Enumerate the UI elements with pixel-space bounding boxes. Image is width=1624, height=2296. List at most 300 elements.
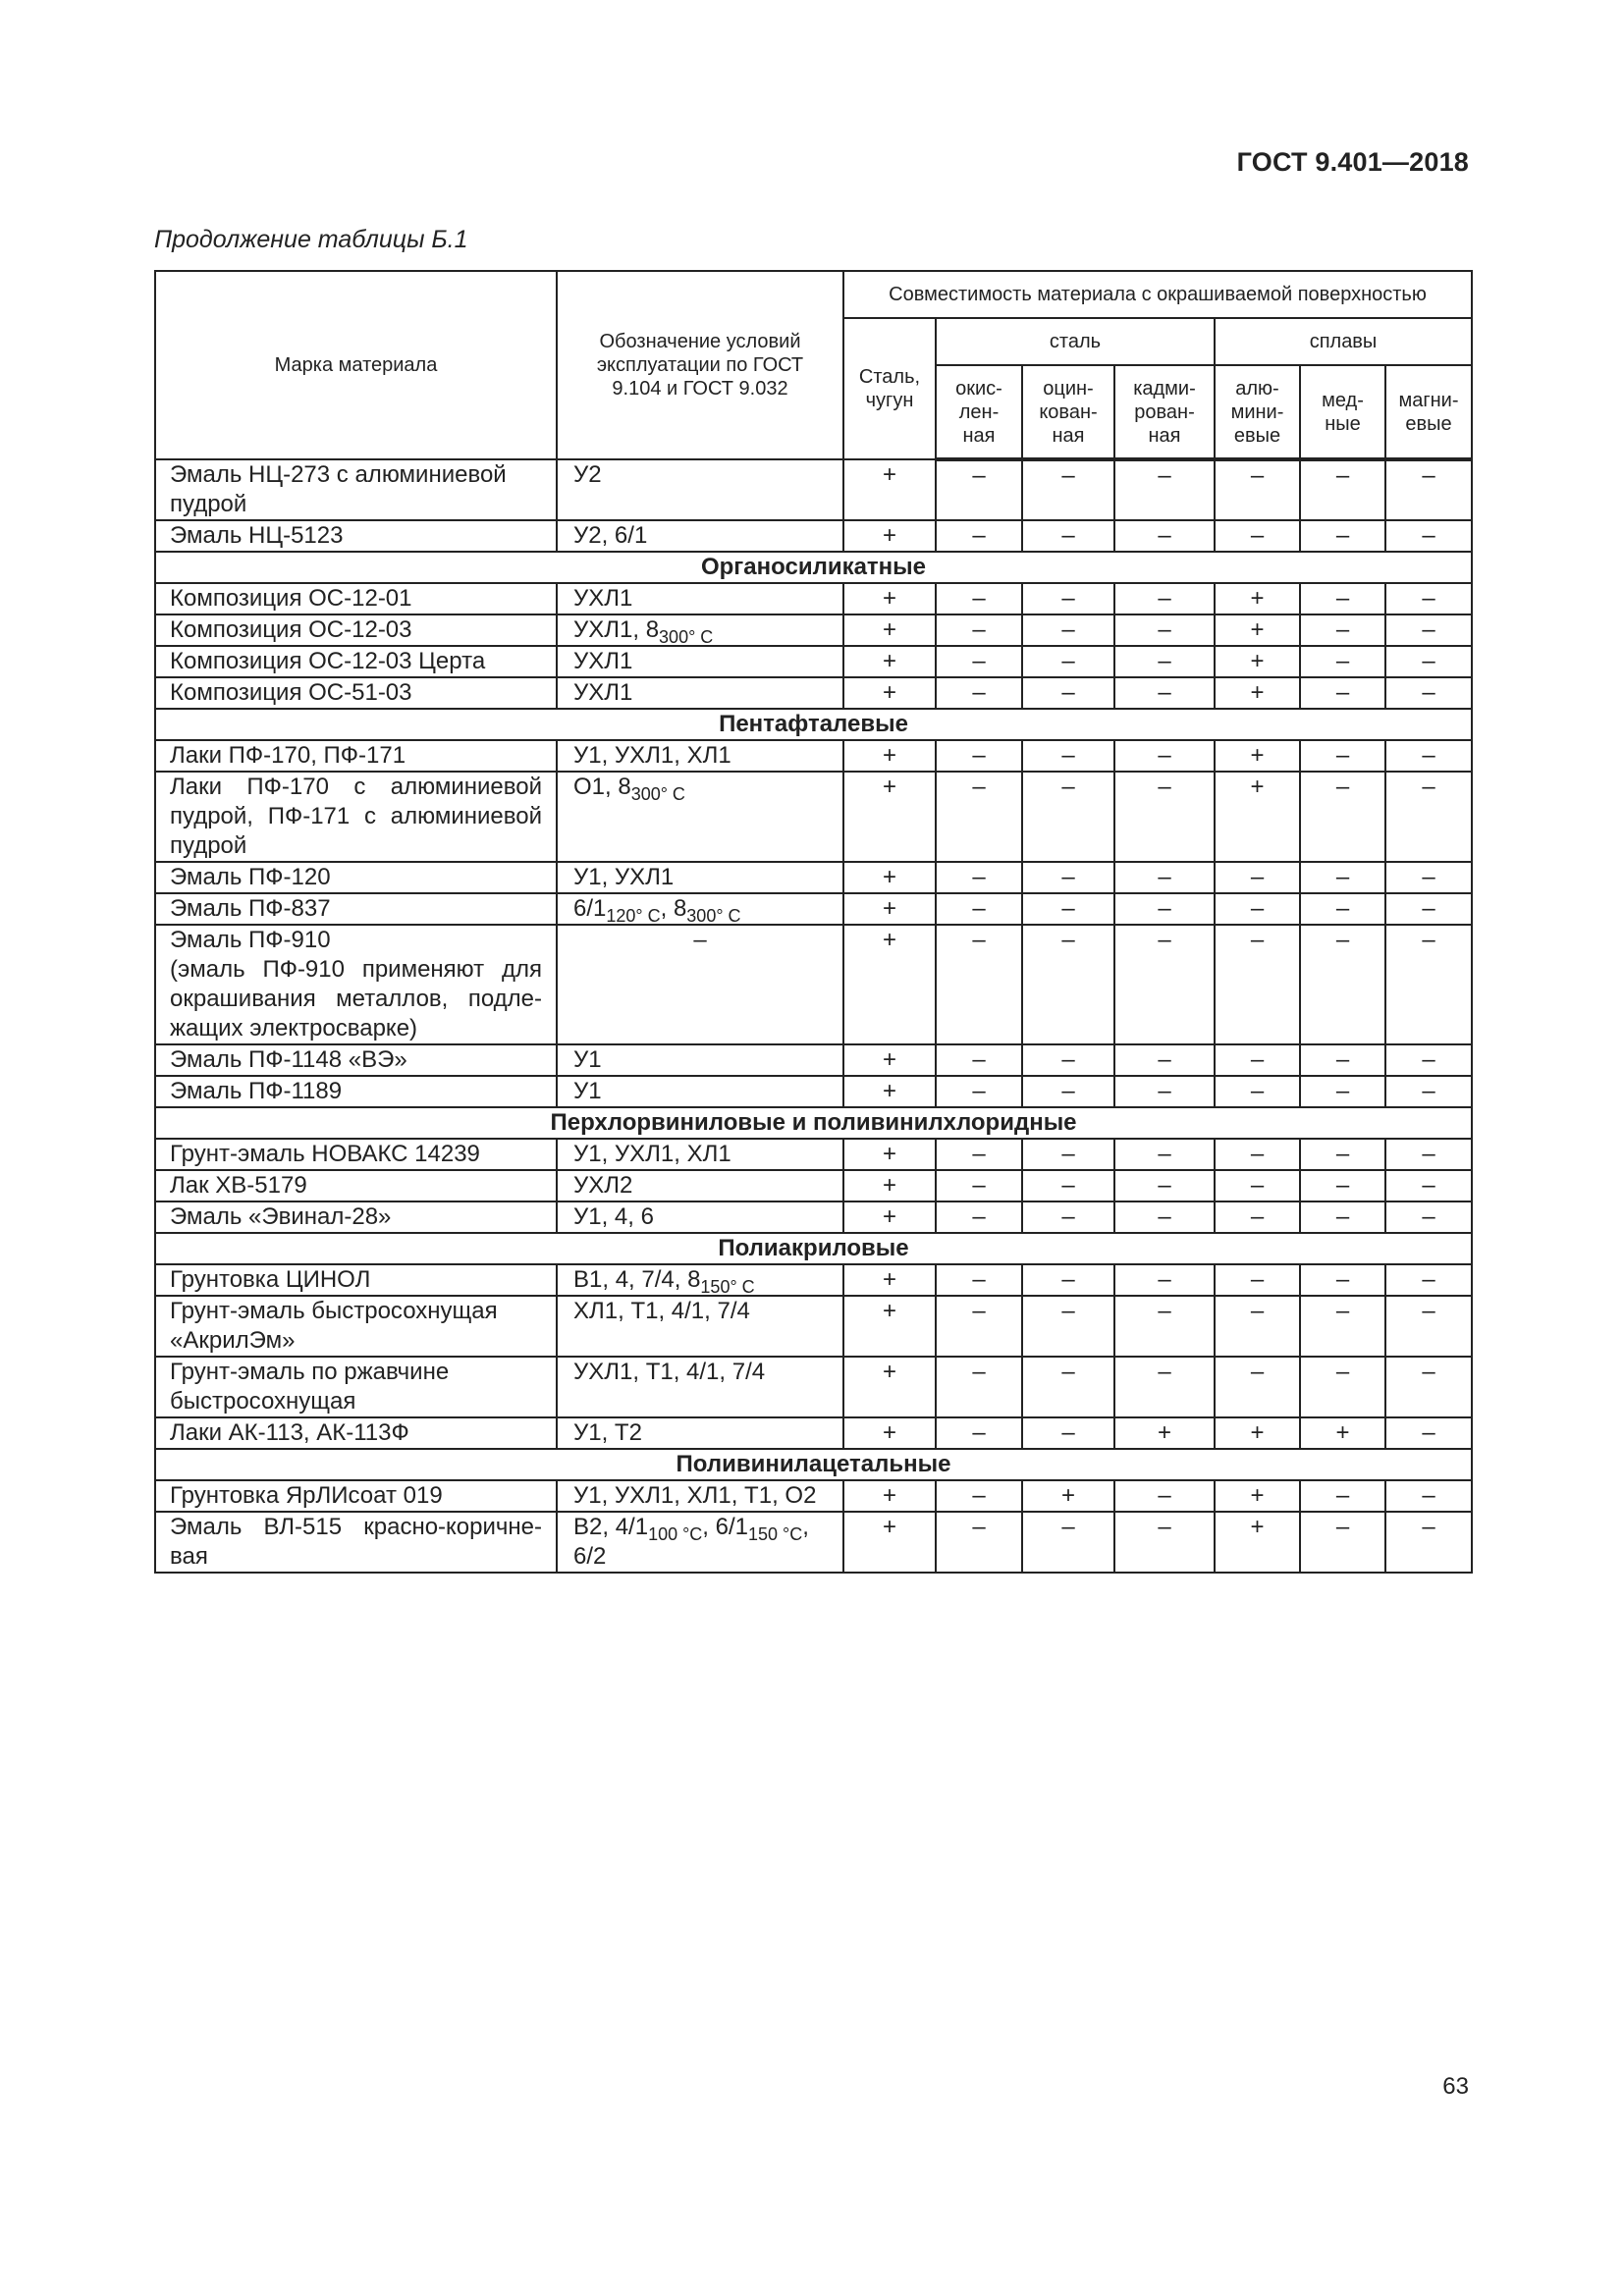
table-row [155,1357,1472,1417]
compat-aluminum: + [1215,1512,1300,1573]
section-row [155,1449,1472,1480]
compat-steel-cast-iron: + [843,1264,936,1296]
compat-copper: – [1300,614,1385,646]
compat-cadmium: – [1114,614,1215,646]
table-caption: Продолжение таблицы Б.1 [154,226,468,253]
operating-conditions [557,583,843,614]
compat-cadmium: – [1114,1044,1215,1076]
compat-copper: – [1300,1170,1385,1201]
material-name-text: Лаки ПФ-170 с алюминиевой пудрой, ПФ-171 с алюминиевой пудрой [170,774,542,859]
table-row [155,772,1472,862]
compat-magnesium: – [1385,740,1472,772]
operating-conditions [557,1417,843,1449]
compat-aluminum: + [1215,677,1300,709]
table-row [155,1512,1472,1573]
compat-copper: – [1300,893,1385,925]
compat-galvanized: – [1022,1076,1114,1107]
material-name [155,1512,557,1573]
compat-copper: – [1300,1512,1385,1573]
compat-oxidized: – [936,862,1022,893]
compat-steel-cast-iron: + [843,1170,936,1201]
condition-text: 6/1 [573,895,607,922]
operating-conditions [557,740,843,772]
material-name-text: Грунт-эмаль НОВАКС 14239 [170,1141,480,1167]
material-name [155,1044,557,1076]
compat-cadmium: – [1114,1076,1215,1107]
compat-aluminum: – [1215,1357,1300,1417]
compat-copper: – [1300,1264,1385,1296]
compat-magnesium: – [1385,677,1472,709]
compat-cadmium: – [1114,1264,1215,1296]
compat-copper: – [1300,1076,1385,1107]
header-steel: сталь [936,318,1215,365]
operating-conditions [557,677,843,709]
compat-magnesium: – [1385,1357,1472,1417]
compat-copper: – [1300,677,1385,709]
condition-text: В1, 4, 7/4, 8 [573,1266,701,1293]
compat-copper: – [1300,1201,1385,1233]
compat-oxidized: – [936,1044,1022,1076]
compat-copper: – [1300,1296,1385,1357]
table-row [155,1076,1472,1107]
material-name-text: Грунт-эмаль быстросохнущая «АкрилЭм» [170,1298,498,1354]
compat-copper: – [1300,862,1385,893]
compat-steel-cast-iron: + [843,677,936,709]
compat-oxidized: – [936,1417,1022,1449]
material-name [155,862,557,893]
compat-galvanized: – [1022,1357,1114,1417]
compat-magnesium: – [1385,1201,1472,1233]
compat-magnesium: – [1385,893,1472,925]
compat-aluminum: – [1215,1201,1300,1233]
material-name [155,614,557,646]
compat-magnesium: – [1385,583,1472,614]
compat-magnesium: – [1385,862,1472,893]
condition-text: У1, УХЛ1, ХЛ1 [573,1141,731,1167]
condition-text: У1, УХЛ1 [573,864,675,890]
compat-magnesium: – [1385,1139,1472,1170]
compat-copper: – [1300,925,1385,1044]
compat-steel-cast-iron: + [843,583,936,614]
condition-subscript: 300° С [686,906,741,926]
section-title: Перхлорвиниловые и поливинилхлоридные [155,1107,1472,1139]
material-name [155,677,557,709]
compat-magnesium: – [1385,646,1472,677]
compat-steel-cast-iron: + [843,740,936,772]
operating-conditions [557,1264,843,1296]
compat-oxidized: – [936,1139,1022,1170]
compat-aluminum: + [1215,583,1300,614]
condition-text: У1 [573,1046,602,1073]
section-title: Пентафталевые [155,709,1472,740]
table-row [155,1480,1472,1512]
header-copper: мед- ные [1300,365,1385,459]
section-title: Поливинилацетальные [155,1449,1472,1480]
material-name [155,583,557,614]
compat-cadmium: – [1114,520,1215,552]
operating-conditions [557,1044,843,1076]
compat-aluminum: + [1215,740,1300,772]
compat-galvanized: + [1022,1480,1114,1512]
operating-conditions [557,1170,843,1201]
material-name [155,1480,557,1512]
compat-cadmium: – [1114,646,1215,677]
material-name-text: Композиция ОС-12-03 Церта [170,648,486,674]
table-row [155,740,1472,772]
material-name-text: Эмаль ПФ-1148 «ВЭ» [170,1046,407,1073]
table-row [155,646,1472,677]
compat-cadmium: – [1114,1357,1215,1417]
operating-conditions [557,1357,843,1417]
material-name-text: Эмаль ПФ-837 [170,895,331,922]
operating-conditions [557,1512,843,1573]
condition-text: У2, 6/1 [573,522,648,549]
operating-conditions [557,772,843,862]
operating-conditions [557,646,843,677]
compat-oxidized: – [936,459,1022,520]
compat-copper: – [1300,740,1385,772]
compat-cadmium: – [1114,1480,1215,1512]
compat-steel-cast-iron: + [843,1296,936,1357]
compat-cadmium: – [1114,772,1215,862]
compat-copper: – [1300,459,1385,520]
condition-subscript: 300° С [659,627,714,647]
compat-magnesium: – [1385,614,1472,646]
compat-galvanized: – [1022,1044,1114,1076]
compat-cadmium: – [1114,1201,1215,1233]
compat-oxidized: – [936,583,1022,614]
compat-cadmium: – [1114,677,1215,709]
header-alloys: сплавы [1215,318,1472,365]
table-row [155,459,1472,520]
material-name [155,1357,557,1417]
compat-galvanized: – [1022,646,1114,677]
condition-text: УХЛ1, 8 [573,616,660,643]
table-row [155,925,1472,1044]
compat-steel-cast-iron: + [843,1044,936,1076]
compat-cadmium: – [1114,862,1215,893]
compat-magnesium: – [1385,1512,1472,1573]
condition-text: , 6/2 [573,1514,809,1570]
table-row [155,1264,1472,1296]
operating-conditions [557,1480,843,1512]
compat-oxidized: – [936,772,1022,862]
compat-aluminum: + [1215,772,1300,862]
operating-conditions [557,1076,843,1107]
compat-magnesium: – [1385,1076,1472,1107]
compat-steel-cast-iron: + [843,862,936,893]
compat-magnesium: – [1385,1170,1472,1201]
compat-galvanized: – [1022,740,1114,772]
header-material: Марка материала [155,271,557,459]
compat-magnesium: – [1385,1296,1472,1357]
operating-conditions [557,862,843,893]
compat-aluminum: + [1215,1480,1300,1512]
compat-cadmium: + [1114,1417,1215,1449]
compat-steel-cast-iron: + [843,772,936,862]
table-row [155,614,1472,646]
compat-steel-cast-iron: + [843,614,936,646]
compat-cadmium: – [1114,1139,1215,1170]
compat-steel-cast-iron: + [843,1076,936,1107]
condition-text: У1, УХЛ1, ХЛ1, Т1, О2 [573,1482,817,1509]
compat-steel-cast-iron: + [843,925,936,1044]
material-name [155,1139,557,1170]
condition-text: У1 [573,1078,602,1104]
header-compatibility: Совместимость материала с окрашиваемой поверхностью [843,271,1472,318]
material-name-text: Композиция ОС-12-01 [170,585,412,612]
compat-oxidized: – [936,520,1022,552]
condition-text: О1, 8 [573,774,631,800]
table-row [155,1170,1472,1201]
condition-subscript: 150° С [700,1277,755,1297]
compat-galvanized: – [1022,459,1114,520]
table-row [155,1296,1472,1357]
table-body [155,459,1472,1573]
section-row [155,1107,1472,1139]
table-row [155,677,1472,709]
compat-magnesium: – [1385,772,1472,862]
condition-subscript: 100 °С [648,1524,703,1544]
material-name-text: Эмаль ПФ-120 [170,864,331,890]
condition-text: , 8 [660,895,687,922]
compat-copper: – [1300,1139,1385,1170]
material-name-text: Эмаль ПФ-910 [170,927,331,953]
compat-aluminum: – [1215,1296,1300,1357]
operating-conditions [557,893,843,925]
compat-oxidized: – [936,925,1022,1044]
compat-cadmium: – [1114,583,1215,614]
material-name [155,459,557,520]
header-aluminum: алю- мини- евые [1215,365,1300,459]
compat-steel-cast-iron: + [843,1139,936,1170]
material-name-text: Эмаль ВЛ-515 красно-коричне-вая [170,1514,542,1570]
material-name [155,925,557,1044]
compat-oxidized: – [936,1170,1022,1201]
table-row [155,1044,1472,1076]
material-name [155,520,557,552]
compat-galvanized: – [1022,1417,1114,1449]
condition-text: У1, 4, 6 [573,1203,654,1230]
material-name-text: Лак ХВ-5179 [170,1172,307,1199]
compat-steel-cast-iron: + [843,1512,936,1573]
condition-text: , 6/1 [702,1514,748,1540]
section-row [155,552,1472,583]
material-name [155,646,557,677]
table-row [155,893,1472,925]
compat-copper: – [1300,1044,1385,1076]
table-row [155,520,1472,552]
material-name-text: Лаки АК-113, АК-113Ф [170,1419,409,1446]
material-note: (эмаль ПФ-910 применяют для окрашивания металлов, подле-жащих электросварке) [170,956,542,1041]
compat-magnesium: – [1385,459,1472,520]
material-name [155,1264,557,1296]
compat-steel-cast-iron: + [843,893,936,925]
section-row [155,1233,1472,1264]
operating-conditions [557,1201,843,1233]
compat-aluminum: + [1215,1417,1300,1449]
compat-galvanized: – [1022,772,1114,862]
compat-cadmium: – [1114,925,1215,1044]
compat-magnesium: – [1385,1044,1472,1076]
compat-steel-cast-iron: + [843,1417,936,1449]
compat-copper: – [1300,772,1385,862]
compat-galvanized: – [1022,1201,1114,1233]
material-name-text: Композиция ОС-12-03 [170,616,412,643]
section-title: Органосиликатные [155,552,1472,583]
compat-galvanized: – [1022,893,1114,925]
compat-copper: – [1300,520,1385,552]
compatibility-table [154,270,1473,1574]
condition-subscript: 150 °С [748,1524,803,1544]
compat-steel-cast-iron: + [843,1201,936,1233]
condition-text: УХЛ1 [573,648,633,674]
operating-conditions [557,459,843,520]
condition-text: УХЛ1 [573,585,633,612]
material-name-text: Эмаль НЦ-273 с алюминиевой пудрой [170,461,507,517]
compat-galvanized: – [1022,1296,1114,1357]
compat-galvanized: – [1022,925,1114,1044]
operating-conditions [557,614,843,646]
compat-galvanized: – [1022,1139,1114,1170]
compat-oxidized: – [936,1357,1022,1417]
compat-oxidized: – [936,1201,1022,1233]
compat-oxidized: – [936,614,1022,646]
compat-aluminum: – [1215,520,1300,552]
operating-conditions [557,1296,843,1357]
condition-text: В2, 4/1 [573,1514,649,1540]
condition-text: У2 [573,461,602,488]
material-name-text: Эмаль НЦ-5123 [170,522,344,549]
compat-oxidized: – [936,1480,1022,1512]
compat-cadmium: – [1114,1170,1215,1201]
material-name-text: Грунтовка ЦИНОЛ [170,1266,371,1293]
compat-aluminum: + [1215,646,1300,677]
material-name [155,893,557,925]
condition-text: – [693,927,707,953]
material-name-text: Лаки ПФ-170, ПФ-171 [170,742,406,769]
compat-cadmium: – [1114,1512,1215,1573]
compat-cadmium: – [1114,459,1215,520]
compat-aluminum: – [1215,1044,1300,1076]
compat-copper: – [1300,1480,1385,1512]
material-name-text: Эмаль «Эвинал-28» [170,1203,392,1230]
compat-aluminum: – [1215,459,1300,520]
material-name [155,1170,557,1201]
condition-text: У1, Т2 [573,1419,642,1446]
material-name [155,740,557,772]
table-row [155,1417,1472,1449]
compat-galvanized: – [1022,1512,1114,1573]
compat-aluminum: – [1215,925,1300,1044]
table-row [155,1139,1472,1170]
material-name [155,1076,557,1107]
compat-oxidized: – [936,1296,1022,1357]
compat-magnesium: – [1385,1480,1472,1512]
condition-text: ХЛ1, Т1, 4/1, 7/4 [573,1298,750,1324]
compat-oxidized: – [936,1076,1022,1107]
condition-text: УХЛ1 [573,679,633,706]
material-name-text: Грунтовка ЯрЛИсоат 019 [170,1482,443,1509]
compat-steel-cast-iron: + [843,459,936,520]
compat-copper: – [1300,646,1385,677]
material-name-text: Эмаль ПФ-1189 [170,1078,343,1104]
section-title: Полиакриловые [155,1233,1472,1264]
compat-aluminum: – [1215,1264,1300,1296]
compat-oxidized: – [936,1512,1022,1573]
compat-cadmium: – [1114,893,1215,925]
compat-copper: – [1300,583,1385,614]
compat-magnesium: – [1385,1417,1472,1449]
compat-aluminum: + [1215,614,1300,646]
material-name [155,772,557,862]
material-name [155,1296,557,1357]
header-cadmium: кадми- рован- ная [1114,365,1215,459]
condition-subscript: 120° С [606,906,661,926]
material-name [155,1417,557,1449]
compat-galvanized: – [1022,1264,1114,1296]
operating-conditions [557,925,843,1044]
table-row [155,1201,1472,1233]
compat-oxidized: – [936,740,1022,772]
compat-aluminum: – [1215,1139,1300,1170]
material-name-text: Композиция ОС-51-03 [170,679,412,706]
material-name [155,1201,557,1233]
compat-galvanized: – [1022,614,1114,646]
compat-cadmium: – [1114,740,1215,772]
compat-galvanized: – [1022,520,1114,552]
compat-steel-cast-iron: + [843,1480,936,1512]
compat-aluminum: – [1215,1170,1300,1201]
document-id: ГОСТ 9.401—2018 [1236,147,1469,177]
compat-galvanized: – [1022,862,1114,893]
compat-steel-cast-iron: + [843,520,936,552]
compat-magnesium: – [1385,1264,1472,1296]
compat-oxidized: – [936,646,1022,677]
compat-copper: – [1300,1357,1385,1417]
table-row [155,583,1472,614]
compat-oxidized: – [936,1264,1022,1296]
table-row [155,862,1472,893]
compat-steel-cast-iron: + [843,646,936,677]
page-number: 63 [1442,2073,1469,2100]
compat-galvanized: – [1022,1170,1114,1201]
condition-text: У1, УХЛ1, ХЛ1 [573,742,731,769]
operating-conditions [557,520,843,552]
compat-copper: + [1300,1417,1385,1449]
operating-conditions [557,1139,843,1170]
compat-aluminum: – [1215,893,1300,925]
compat-galvanized: – [1022,677,1114,709]
header-steel-cast-iron: Сталь, чугун [843,318,936,459]
compat-magnesium: – [1385,520,1472,552]
compat-aluminum: – [1215,862,1300,893]
condition-text: УХЛ2 [573,1172,633,1199]
header-conditions: Обозначение условий эксплуатации по ГОСТ 9.104 и ГОСТ 9.032 [557,271,843,459]
compat-cadmium: – [1114,1296,1215,1357]
compat-oxidized: – [936,893,1022,925]
material-name-text: Грунт-эмаль по ржавчине быстросохнущая [170,1359,450,1415]
compat-steel-cast-iron: + [843,1357,936,1417]
header-galvanized: оцин- кован- ная [1022,365,1114,459]
compat-galvanized: – [1022,583,1114,614]
compat-magnesium: – [1385,925,1472,1044]
table-header [155,271,1472,459]
compat-aluminum: – [1215,1076,1300,1107]
header-magnesium: магни- евые [1385,365,1472,459]
section-row [155,709,1472,740]
header-oxidized: окис- лен- ная [936,365,1022,459]
